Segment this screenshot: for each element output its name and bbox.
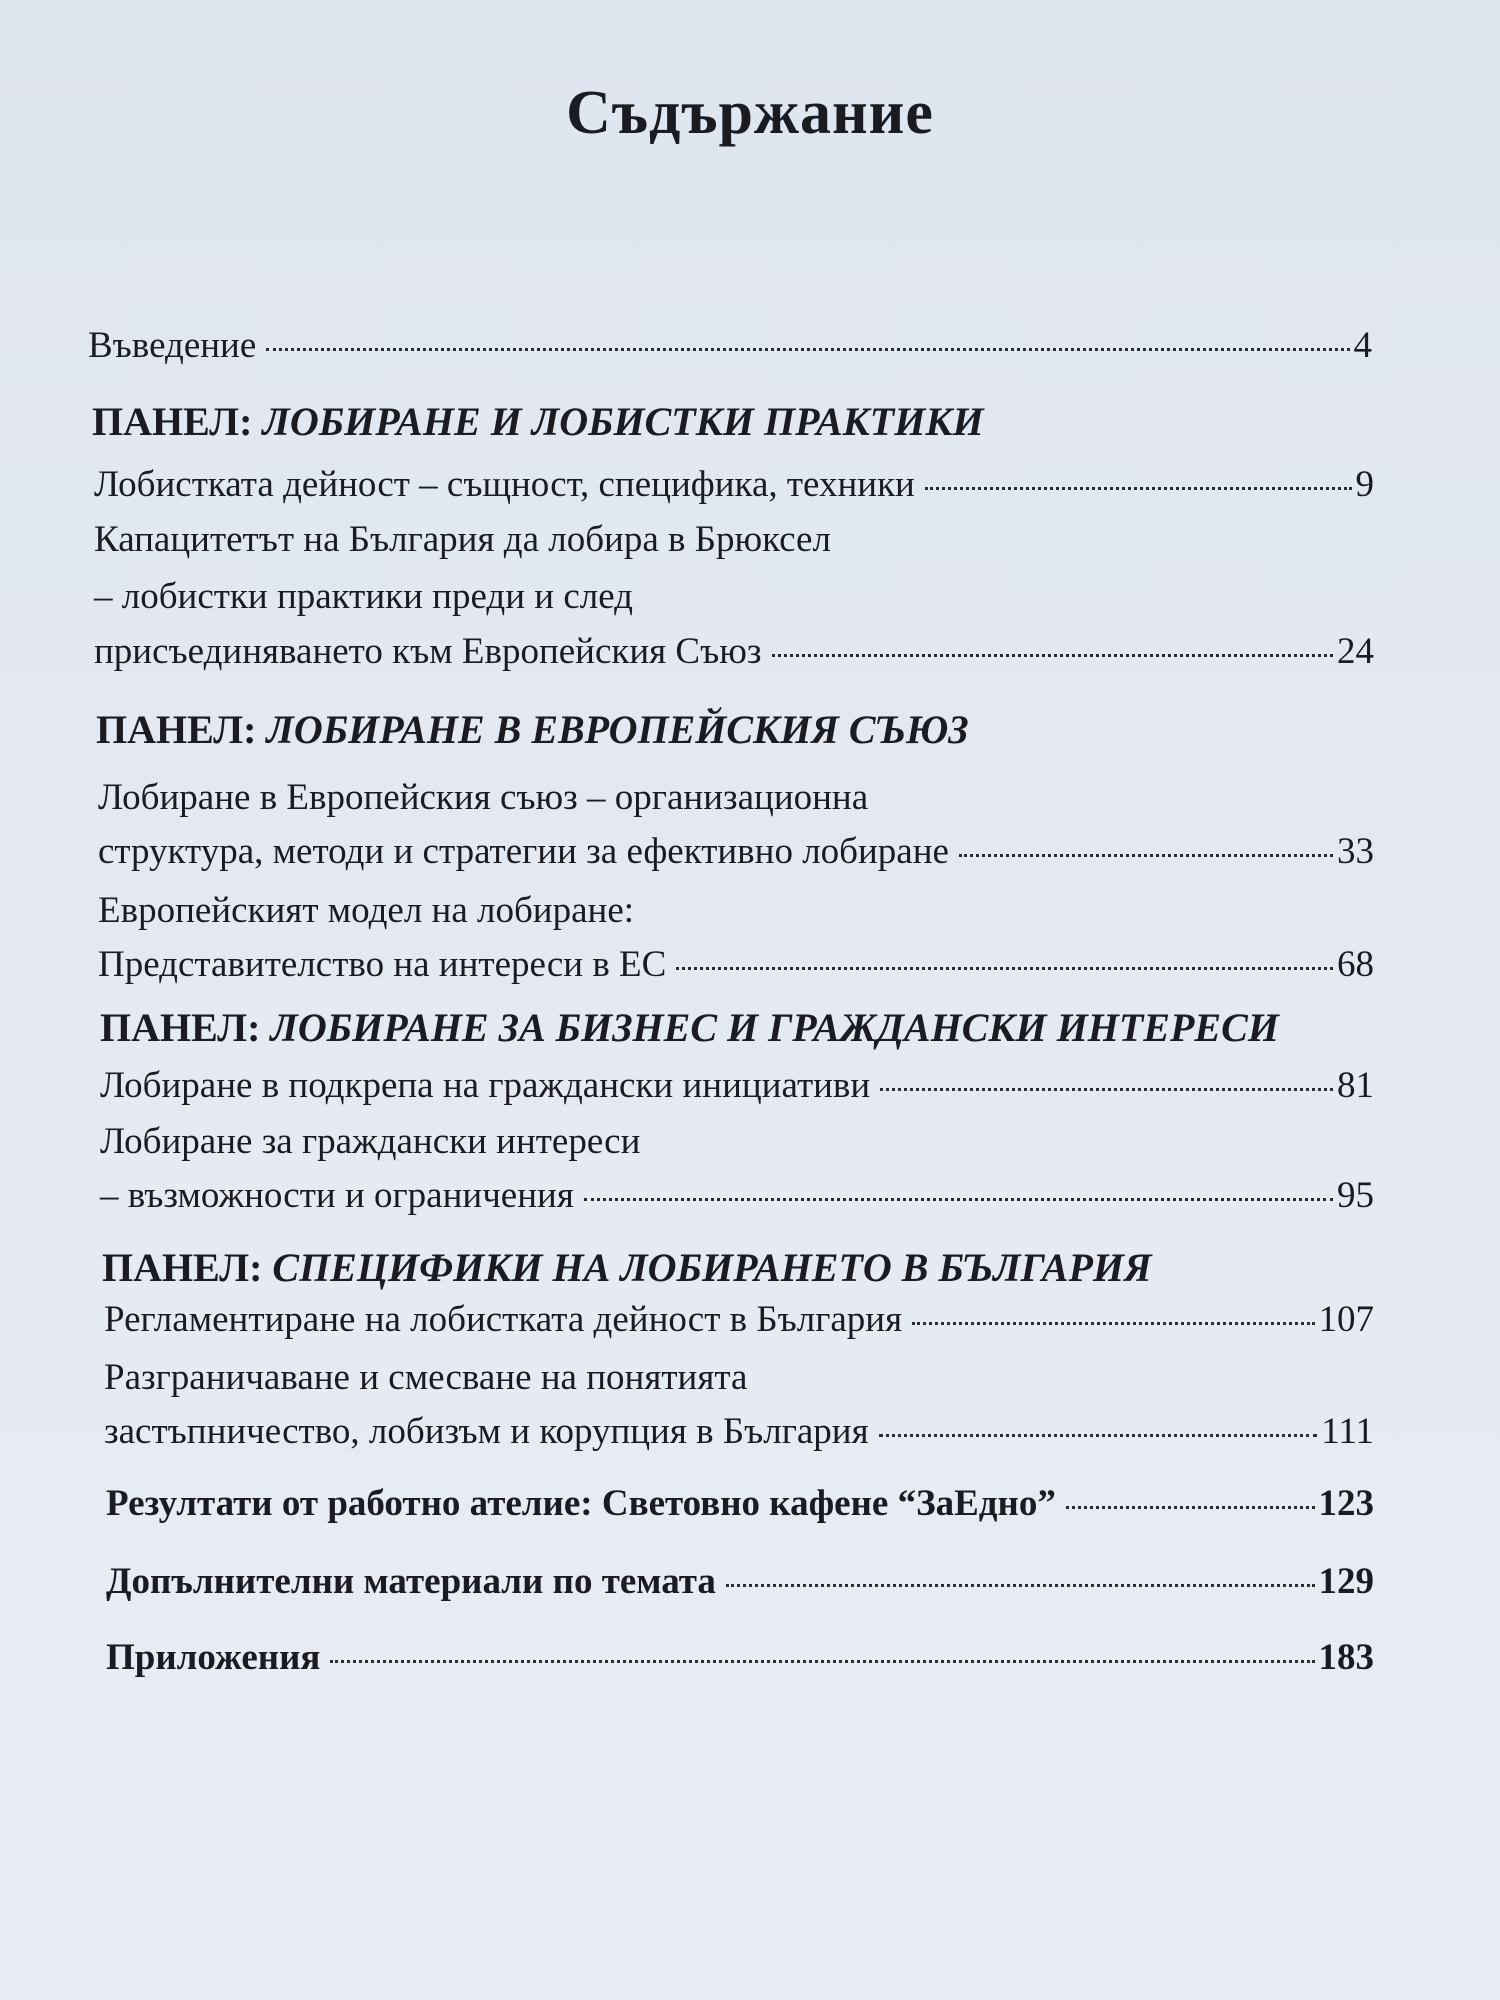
toc-entry-additional-materials[interactable] (106, 1560, 1374, 1604)
toc-page-number: 33 (1337, 831, 1374, 872)
leader-dots (1066, 1506, 1315, 1509)
toc-entry-label: Приложения (106, 1637, 321, 1678)
toc-entry-line: – лобистки практики преди и след (94, 576, 633, 617)
toc-entry-line: Европейският модел на лобиране: (98, 890, 635, 931)
toc-entry-label: структура, методи и стратегии за ефективно лобиране (98, 831, 949, 872)
toc-page-number: 107 (1318, 1299, 1374, 1340)
toc-page-number: 4 (1353, 325, 1372, 366)
toc-entry-label: Регламентиране на лобистката дейност в България (104, 1299, 903, 1340)
panel-name: ЛОБИРАНЕ И ЛОБИСТКИ ПРАКТИКИ (262, 399, 984, 444)
toc-entry-eu-lobbying[interactable] (98, 830, 1374, 874)
panel-heading-1 (92, 398, 984, 446)
toc-entry-label: Въведение (88, 325, 257, 366)
toc-page-number: 68 (1337, 944, 1374, 985)
toc-entry-label: Допълнителни материали по темата (106, 1561, 716, 1602)
panel-name: ЛОБИРАНЕ В ЕВРОПЕЙСКИЯ СЪЮЗ (266, 707, 969, 752)
leader-dots (330, 1660, 1314, 1663)
panel-prefix: ПАНЕЛ: (100, 1005, 261, 1050)
toc-entry-civic-initiatives[interactable] (100, 1064, 1374, 1108)
toc-page-number: 129 (1318, 1561, 1374, 1602)
toc-entry-line: Лобиране за граждански интереси (100, 1121, 641, 1162)
toc-entry-line: Капацитетът на България да лобира в Брюксел (94, 519, 831, 560)
toc-page-number: 9 (1355, 464, 1374, 505)
panel-heading-4 (102, 1244, 1152, 1292)
toc-entry-label: присъединяването към Европейския Съюз (94, 631, 762, 672)
toc-page-number: 111 (1321, 1411, 1374, 1452)
panel-prefix: ПАНЕЛ: (96, 707, 257, 752)
leader-dots (925, 487, 1352, 490)
toc-page-number: 183 (1318, 1637, 1374, 1678)
panel-name: СПЕЦИФИКИ НА ЛОБИРАНЕТО В БЪЛГАРИЯ (272, 1245, 1152, 1290)
panel-prefix: ПАНЕЛ: (92, 399, 253, 444)
toc-entry-intro[interactable] (88, 324, 1372, 368)
leader-dots (266, 348, 1349, 351)
toc-entry-appendices[interactable] (106, 1636, 1374, 1680)
toc-entry-label: – възможности и ограничения (100, 1175, 574, 1216)
toc-entry-civic-interests[interactable] (100, 1174, 1374, 1218)
panel-heading-3 (100, 1004, 1279, 1052)
leader-dots (726, 1584, 1315, 1587)
toc-entry-label: Лобистката дейност – същност, специфика, техники (94, 464, 915, 505)
leader-dots (959, 854, 1333, 857)
toc-entry-european-model[interactable] (98, 943, 1374, 987)
leader-dots (584, 1198, 1333, 1201)
toc-entry-advocacy-corruption[interactable] (104, 1410, 1374, 1454)
toc-entry-bulgaria-capacity[interactable] (94, 630, 1374, 674)
toc-entry-label: Лобиране в подкрепа на граждански инициативи (100, 1065, 871, 1106)
toc-entry-label: застъпничество, лобизъм и корупция в България (104, 1411, 869, 1452)
leader-dots (879, 1434, 1318, 1437)
panel-name: ЛОБИРАНЕ ЗА БИЗНЕС И ГРАЖДАНСКИ ИНТЕРЕСИ (270, 1005, 1279, 1050)
toc-page-number: 123 (1318, 1483, 1374, 1524)
panel-prefix: ПАНЕЛ: (102, 1245, 263, 1290)
leader-dots (912, 1322, 1314, 1325)
toc-entry-line: Лобиране в Европейския съюз – организационна (98, 777, 869, 818)
toc-entry-label: Представителство на интереси в ЕС (98, 944, 667, 985)
panel-heading-2 (96, 706, 969, 754)
toc-page-number: 95 (1337, 1175, 1374, 1216)
toc-entry-regulation[interactable] (104, 1298, 1374, 1342)
toc-page-number: 24 (1337, 631, 1374, 672)
leader-dots (880, 1088, 1333, 1091)
toc-page-number: 81 (1337, 1065, 1374, 1106)
toc-entry-lobbying-activity[interactable] (94, 463, 1374, 507)
leader-dots (676, 967, 1333, 970)
toc-entry-line: Разграничаване и смесване на понятията (104, 1357, 748, 1398)
toc-entry-results[interactable] (106, 1482, 1374, 1526)
leader-dots (772, 654, 1334, 657)
page-title: Съдържание (566, 79, 934, 147)
toc-entry-label: Резултати от работно ателие: Световно кафене “ЗаЕдно” (106, 1483, 1056, 1524)
